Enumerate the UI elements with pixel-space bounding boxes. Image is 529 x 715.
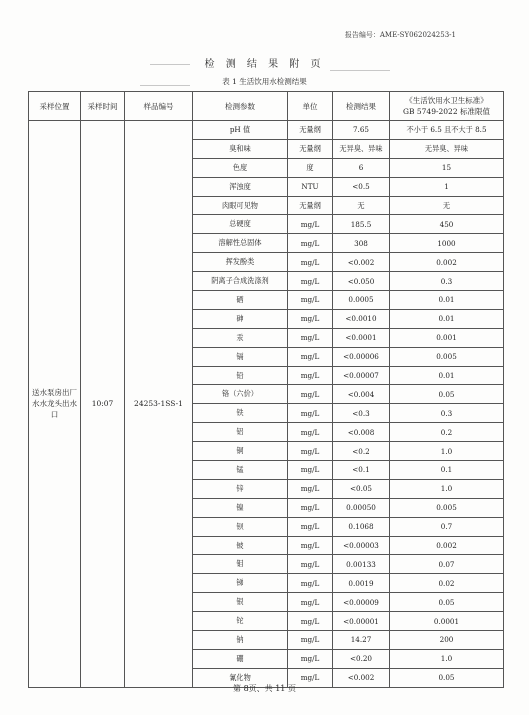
cell-unit: mg/L [288, 593, 333, 612]
cell-parameter: 锌 [193, 479, 288, 498]
cell-unit: mg/L [288, 234, 333, 253]
cell-result: <0.002 [333, 668, 390, 687]
cell-limit: 0.005 [390, 498, 504, 517]
cell-unit: mg/L [288, 328, 333, 347]
cell-result: <0.3 [333, 404, 390, 423]
cell-result: 0.0005 [333, 291, 390, 310]
cell-parameter: 阴离子合成洗涤剂 [193, 272, 288, 291]
cell-unit: mg/L [288, 215, 333, 234]
cell-parameter: 镍 [193, 498, 288, 517]
cell-result: <0.00006 [333, 347, 390, 366]
cell-limit: 15 [390, 158, 504, 177]
cell-result: <0.0010 [333, 309, 390, 328]
cell-limit: 0.07 [390, 555, 504, 574]
header-parameter: 检测参数 [193, 92, 288, 121]
cell-limit: 1 [390, 177, 504, 196]
table-row [29, 121, 504, 140]
cell-unit: mg/L [288, 309, 333, 328]
cell-unit: mg/L [288, 536, 333, 555]
cell-result: 14.27 [333, 631, 390, 650]
cell-parameter: 臭和味 [193, 139, 288, 158]
cell-parameter: 浑浊度 [193, 177, 288, 196]
cell-limit: 0.005 [390, 347, 504, 366]
cell-limit: 0.05 [390, 385, 504, 404]
table-header-row [29, 92, 504, 121]
cell-result: 6 [333, 158, 390, 177]
cell-limit: 1.0 [390, 442, 504, 461]
cell-unit: mg/L [288, 574, 333, 593]
cell-parameter: 铅 [193, 366, 288, 385]
cell-limit: 0.01 [390, 366, 504, 385]
cell-result: 无异臭、异味 [333, 139, 390, 158]
cell-result: 7.65 [333, 121, 390, 140]
cell-limit: 0.01 [390, 291, 504, 310]
cell-limit: 0.05 [390, 593, 504, 612]
cell-limit: 450 [390, 215, 504, 234]
cell-limit: 1000 [390, 234, 504, 253]
cell-unit: 无量纲 [288, 139, 333, 158]
cell-limit: 0.0001 [390, 612, 504, 631]
cell-parameter: 肉眼可见物 [193, 196, 288, 215]
page-title: 检 测 结 果 附 页 [204, 59, 325, 70]
cell-unit: mg/L [288, 385, 333, 404]
cell-parameter: 硒 [193, 291, 288, 310]
cell-limit: 0.002 [390, 253, 504, 272]
cell-parameter: 钡 [193, 517, 288, 536]
table-caption: 表 1 生活饮用水检测结果 [222, 77, 307, 86]
header-standard-line2: GB 5749-2022 标准限值 [403, 107, 490, 116]
cell-unit: mg/L [288, 366, 333, 385]
cell-result: <0.002 [333, 253, 390, 272]
cell-unit: mg/L [288, 555, 333, 574]
cell-unit: mg/L [288, 272, 333, 291]
cell-unit: mg/L [288, 612, 333, 631]
cell-limit: 0.002 [390, 536, 504, 555]
cell-parameter: 氰化物 [193, 668, 288, 687]
cell-unit: mg/L [288, 347, 333, 366]
cell-parameter: 砷 [193, 309, 288, 328]
cell-result: 308 [333, 234, 390, 253]
cell-parameter: 锰 [193, 461, 288, 480]
cell-unit: mg/L [288, 649, 333, 668]
table-body [29, 121, 504, 688]
cell-limit: 0.2 [390, 423, 504, 442]
cell-result: <0.00003 [333, 536, 390, 555]
cell-unit: 度 [288, 158, 333, 177]
cell-unit: mg/L [288, 253, 333, 272]
cell-result: 0.00133 [333, 555, 390, 574]
cell-parameter: 钼 [193, 555, 288, 574]
cell-parameter: 色度 [193, 158, 288, 177]
cell-result: 无 [333, 196, 390, 215]
cell-limit: 200 [390, 631, 504, 650]
cell-unit: mg/L [288, 631, 333, 650]
cell-result: 0.0019 [333, 574, 390, 593]
cell-result: <0.20 [333, 649, 390, 668]
cell-result: <0.00009 [333, 593, 390, 612]
cell-result: <0.05 [333, 479, 390, 498]
cell-limit: 1.0 [390, 649, 504, 668]
header-standard-line1: 《生活饮用水卫生标准》 [405, 96, 488, 105]
cell-parameter: 铍 [193, 536, 288, 555]
cell-unit: mg/L [288, 517, 333, 536]
cell-parameter: 总硬度 [193, 215, 288, 234]
cell-parameter: 汞 [193, 328, 288, 347]
scan-speck [330, 70, 390, 71]
cell-limit: 0.1 [390, 461, 504, 480]
cell-result: <0.2 [333, 442, 390, 461]
cell-parameter: 铝 [193, 423, 288, 442]
cell-unit: NTU [288, 177, 333, 196]
cell-limit: 0.3 [390, 272, 504, 291]
cell-result: 0.1068 [333, 517, 390, 536]
cell-parameter: 锑 [193, 574, 288, 593]
cell-parameter: 镉 [193, 347, 288, 366]
cell-limit: 0.3 [390, 404, 504, 423]
cell-result: 185.5 [333, 215, 390, 234]
cell-result: <0.5 [333, 177, 390, 196]
cell-result: <0.00001 [333, 612, 390, 631]
cell-result: <0.004 [333, 385, 390, 404]
cell-unit: mg/L [288, 423, 333, 442]
cell-result: 0.00050 [333, 498, 390, 517]
cell-limit: 无异臭、异味 [390, 139, 504, 158]
header-unit: 单位 [288, 92, 333, 121]
cell-unit: mg/L [288, 291, 333, 310]
cell-limit: 0.001 [390, 328, 504, 347]
cell-parameter: 铜 [193, 442, 288, 461]
cell-result: <0.0001 [333, 328, 390, 347]
cell-parameter: 铬（六价） [193, 385, 288, 404]
header-result: 检测结果 [333, 92, 390, 121]
cell-sample-number: 24253-1SS-1 [125, 121, 193, 688]
page-footer: 第 8页、共 11 页 [233, 684, 296, 693]
cell-parameter: 钠 [193, 631, 288, 650]
cell-parameter: pH 值 [193, 121, 288, 140]
cell-unit: mg/L [288, 498, 333, 517]
cell-unit: 无量纲 [288, 121, 333, 140]
cell-unit: 无量纲 [288, 196, 333, 215]
cell-limit: 0.02 [390, 574, 504, 593]
header-time: 采样时间 [81, 92, 125, 121]
cell-parameter: 铁 [193, 404, 288, 423]
cell-limit: 0.05 [390, 668, 504, 687]
header-sample-no: 样品编号 [125, 92, 193, 121]
cell-result: <0.1 [333, 461, 390, 480]
report-number: 报告编号：AME-SY062024253-1 [344, 31, 456, 39]
cell-unit: mg/L [288, 479, 333, 498]
cell-parameter: 溶解性总固体 [193, 234, 288, 253]
cell-parameter: 铊 [193, 612, 288, 631]
cell-unit: mg/L [288, 461, 333, 480]
cell-parameter: 硼 [193, 649, 288, 668]
cell-limit: 0.01 [390, 309, 504, 328]
cell-parameter: 银 [193, 593, 288, 612]
header-location: 采样位置 [29, 92, 81, 121]
cell-unit: mg/L [288, 404, 333, 423]
cell-sampling-location: 送水泵房出厂水水龙头出水口 [29, 121, 81, 688]
cell-limit: 1.0 [390, 479, 504, 498]
cell-unit: mg/L [288, 668, 333, 687]
cell-result: <0.008 [333, 423, 390, 442]
results-table [28, 91, 504, 688]
cell-sampling-time: 10:07 [81, 121, 125, 688]
cell-unit: mg/L [288, 442, 333, 461]
cell-limit: 0.7 [390, 517, 504, 536]
cell-limit: 无 [390, 196, 504, 215]
cell-limit: 不小于 6.5 且不大于 8.5 [390, 121, 504, 140]
header-standard [390, 92, 504, 121]
cell-result: <0.00007 [333, 366, 390, 385]
cell-result: <0.050 [333, 272, 390, 291]
cell-parameter: 挥发酚类 [193, 253, 288, 272]
